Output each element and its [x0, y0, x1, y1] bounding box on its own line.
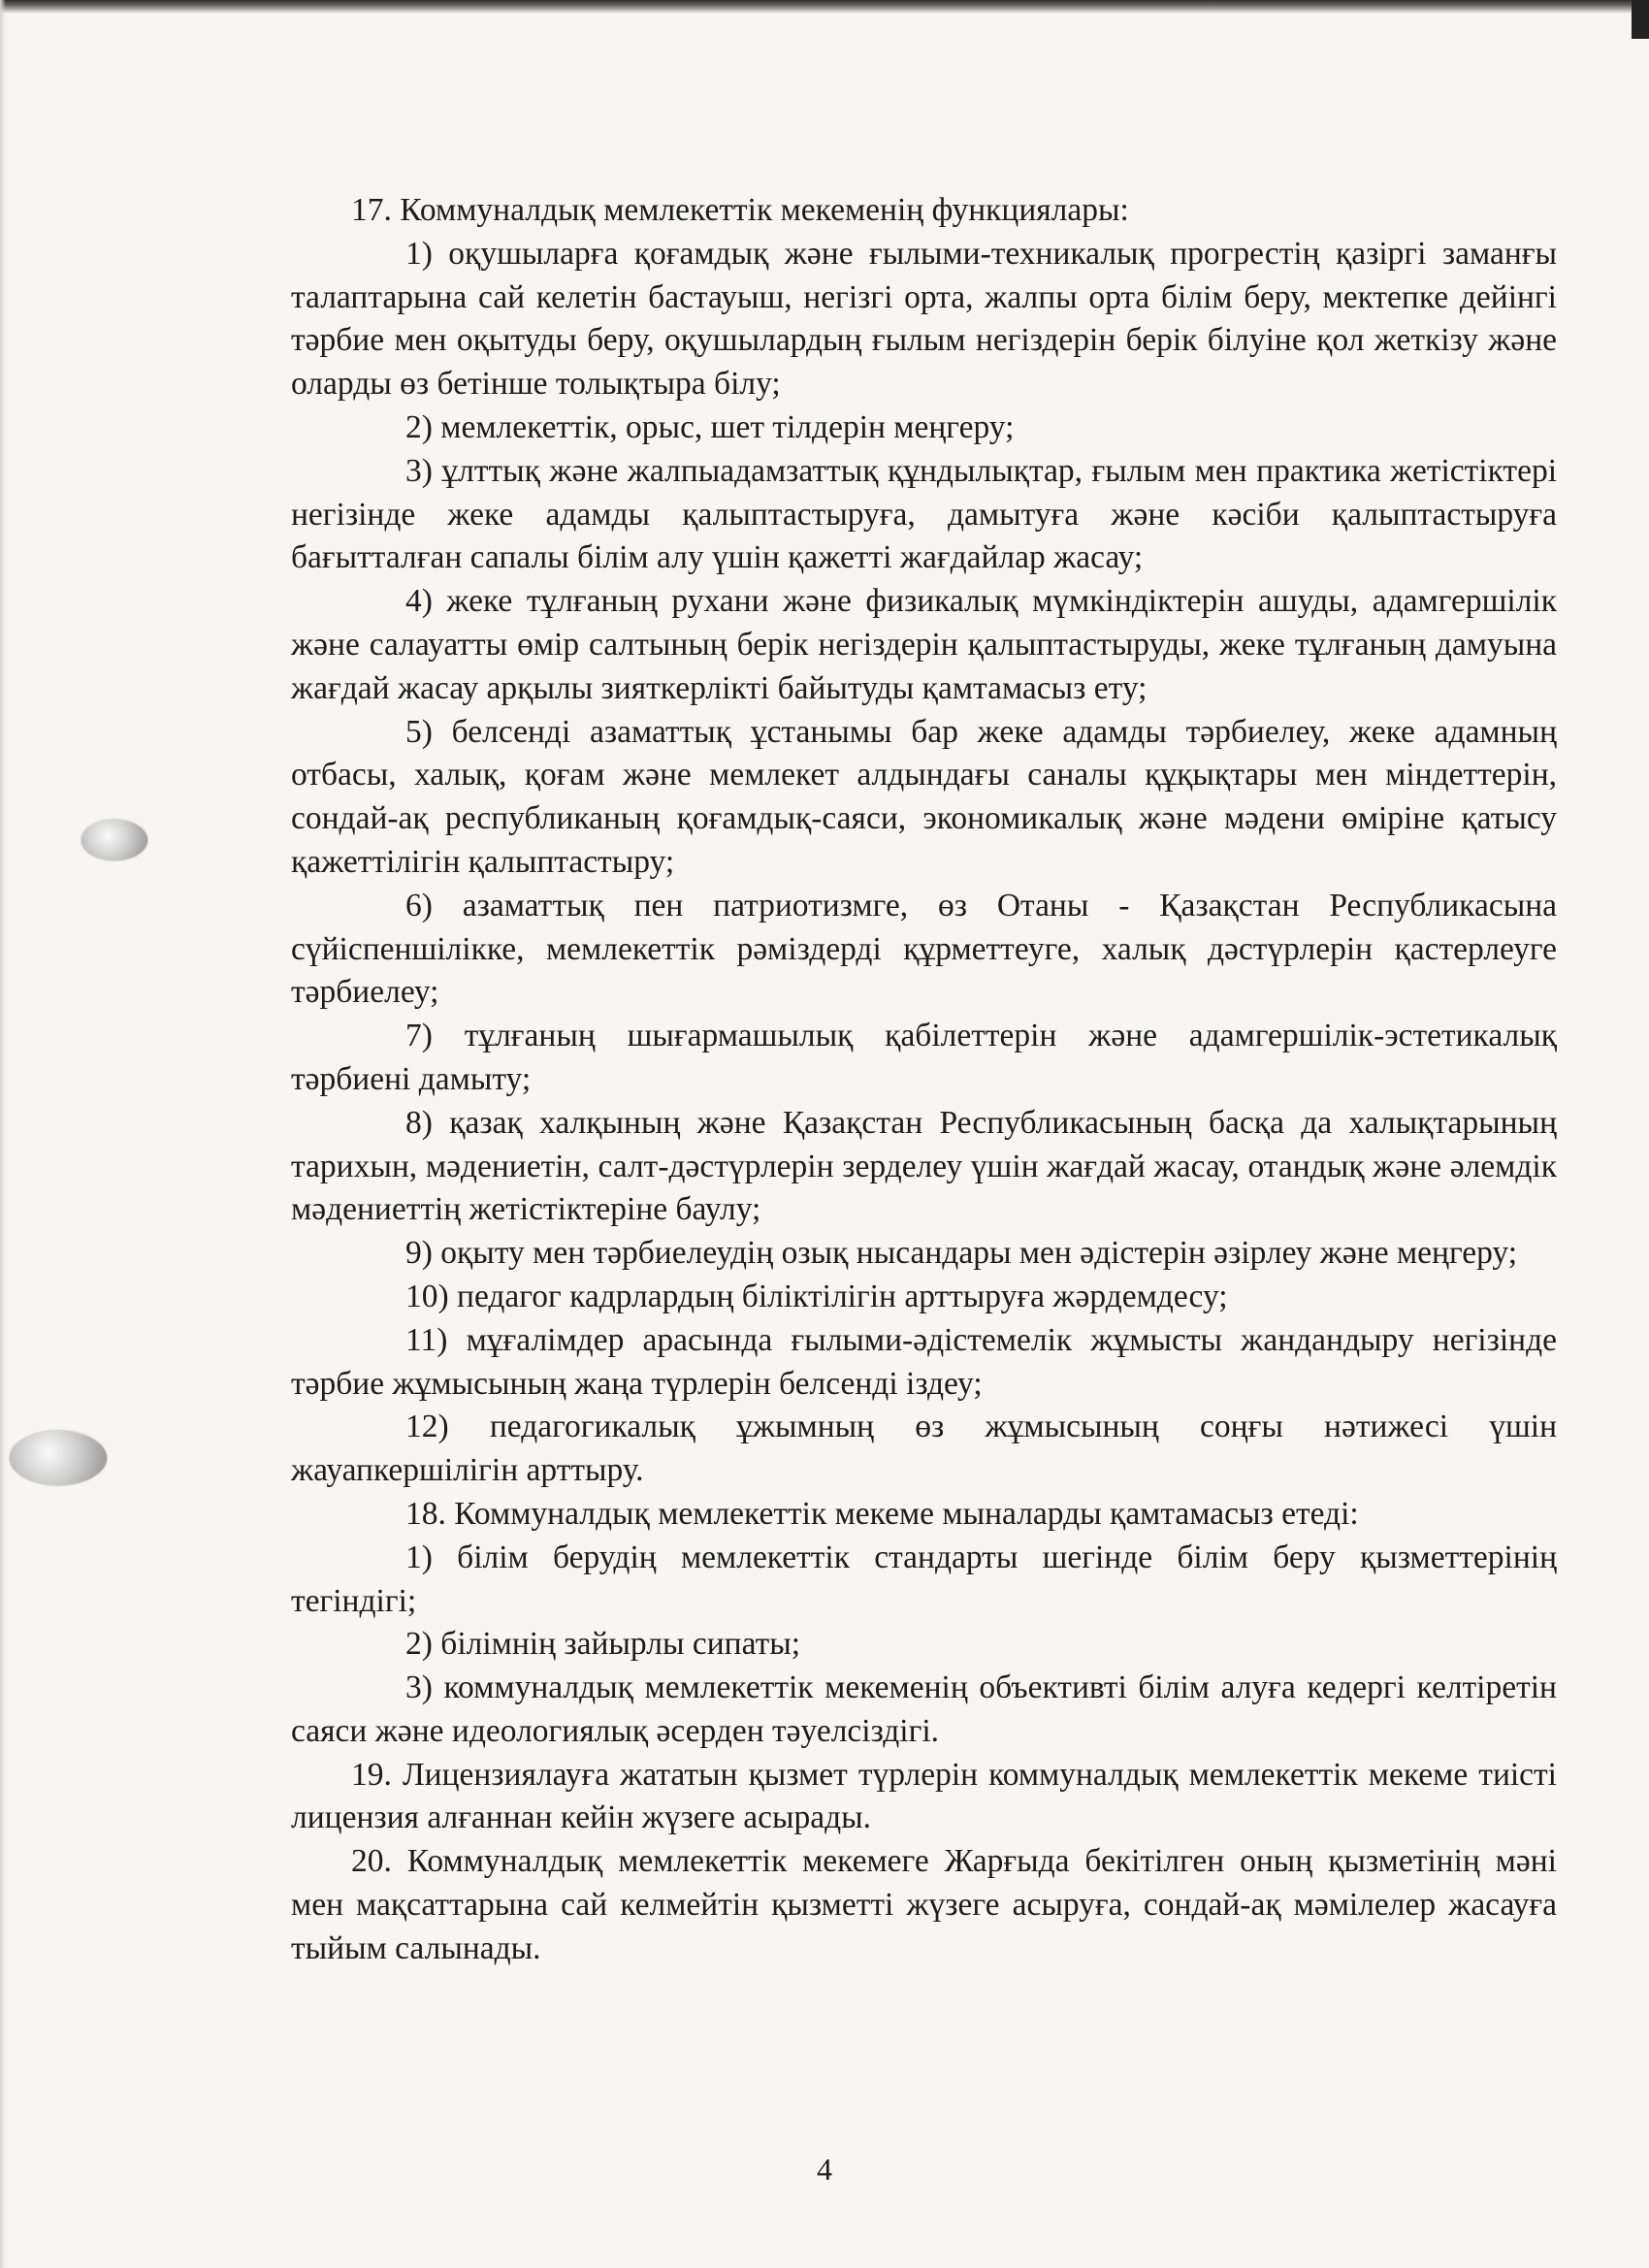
list-item: 2) білімнің зайырлы сипаты; [405, 1626, 801, 1663]
list-item: 8) қазақ халқының және Қазақстан Республикасының басқа да халықтарының тарихын, мәдениетін, салт-дәстүрлерін зерделеу үшін жағдай жасау, отандық және әлемдік мәдениеттің жетістіктеріне баулу; [291, 1104, 1557, 1228]
scan-left-edge [0, 0, 6, 2268]
list-item: 11) мұғалімдер арасында ғылыми-әдістемелік жұмысты жандандыру негізінде тәрбие жұмысының жаңа түрлерін белсенді іздеу; [291, 1321, 1557, 1402]
list-item: 3) ұлттық және жалпыадамзаттық құндылықтар, ғылым мен практика жетістіктері негізінде жеке адамды қалыптастыруға, дамытуға және кәсіби қалыптастыруға бағытталған сапалы білім алу үшін қажетті жағдайлар жасау; [291, 452, 1557, 576]
list-item: 7) тұлғаның шығармашылық қабілеттерін және адамгершілік-эстетикалық тәрбиені дамыту; [291, 1018, 1557, 1097]
list-item: 2) мемлекеттік, орыс, шет тілдерін меңгеру; [405, 408, 1015, 445]
list-item: 12) педагогикалық ұжымның өз жұмысының соңғы нәтижесі үшін жауапкершілігін арттыру. [291, 1409, 1557, 1489]
section-heading-17: 17. Коммуналдық мемлекеттік мекеменің функциялары: [351, 192, 1129, 228]
section-paragraph-19: 19. Лицензиялауға жататын қызмет түрлерін коммуналдық мемлекеттік мекеме тиісті лицензия алғаннан кейін жүзеге асырады. [291, 1756, 1557, 1836]
binder-hole-mark [81, 820, 147, 860]
page-number: 4 [817, 2152, 832, 2187]
list-item: 6) азаматтық пен патриотизмге, өз Отаны - Қазақстан Республикасына сүйіспеншілікке, мемлекеттік рәміздерді құрметтеуге, халық дәстүрлерін қастерлеуге тәрбиелеу; [291, 887, 1557, 1011]
list-item: 5) белсенді азаматтық ұстанымы бар жеке адамды тәрбиелеу, жеке адамның отбасы, халық, қоғам және мемлекет алдындағы саналы құқықтары мен міндеттерін, сондай-ақ республиканың қоғамдық-саяси, экономикалық және мәдени өміріне қатысу қажеттілігін қалыптастыру; [291, 713, 1557, 880]
list-item: 4) жеке тұлғаның рухани және физикалық мүмкіндіктерін ашуды, адамгершілік және салауатты өмір салтының берік негіздерін қалыптастыруды, жеке тұлғаның дамуына жағдай жасау арқылы зияткерлікті байытуды қамтамасыз ету; [291, 583, 1557, 706]
list-item: 1) оқушыларға қоғамдық және ғылыми-техникалық прогрестің қазіргі заманғы талаптарына сай келетін бастауыш, негізгі орта, жалпы орта білім беру, мектепке дейінгі тәрбие мен оқытуды беру, оқушылардың ғылым негіздерін берік білуіне қол жеткізу және оларды өз бетінше толықтыра білу; [291, 235, 1557, 403]
document-body [291, 189, 1557, 1971]
section-paragraph-20: 20. Коммуналдық мемлекеттік мекемеге Жарғыда бекітілген оның қызметінің мәні мен мақсаттарына сай келмейтін қызметті жүзеге асыруға, сондай-ақ мәмілелер жасауға тыйым салынады. [291, 1843, 1557, 1966]
list-item: 9) оқыту мен тәрбиелеудің озық нысандары мен әдістерін әзірлеу және меңгеру; [405, 1235, 1518, 1272]
list-item: 10) педагог кадрлардың біліктілігін арттыруға жәрдемдесу; [405, 1278, 1228, 1314]
list-item: 3) коммуналдық мемлекеттік мекеменің объективті білім алуға кедергі келтіретін саяси және идеологиялық әсерден тәуелсіздігі. [291, 1669, 1557, 1749]
section-heading-18: 18. Коммуналдық мемлекеттік мекеме мыналарды қамтамасыз етеді: [405, 1495, 1359, 1532]
binder-hole-mark [10, 1431, 107, 1485]
scan-top-right-corner [1632, 0, 1649, 39]
list-item: 1) білім берудің мемлекеттік стандарты шегінде білім беру қызметтерінің тегіндігі; [291, 1539, 1557, 1619]
scan-top-edge [0, 0, 1649, 14]
